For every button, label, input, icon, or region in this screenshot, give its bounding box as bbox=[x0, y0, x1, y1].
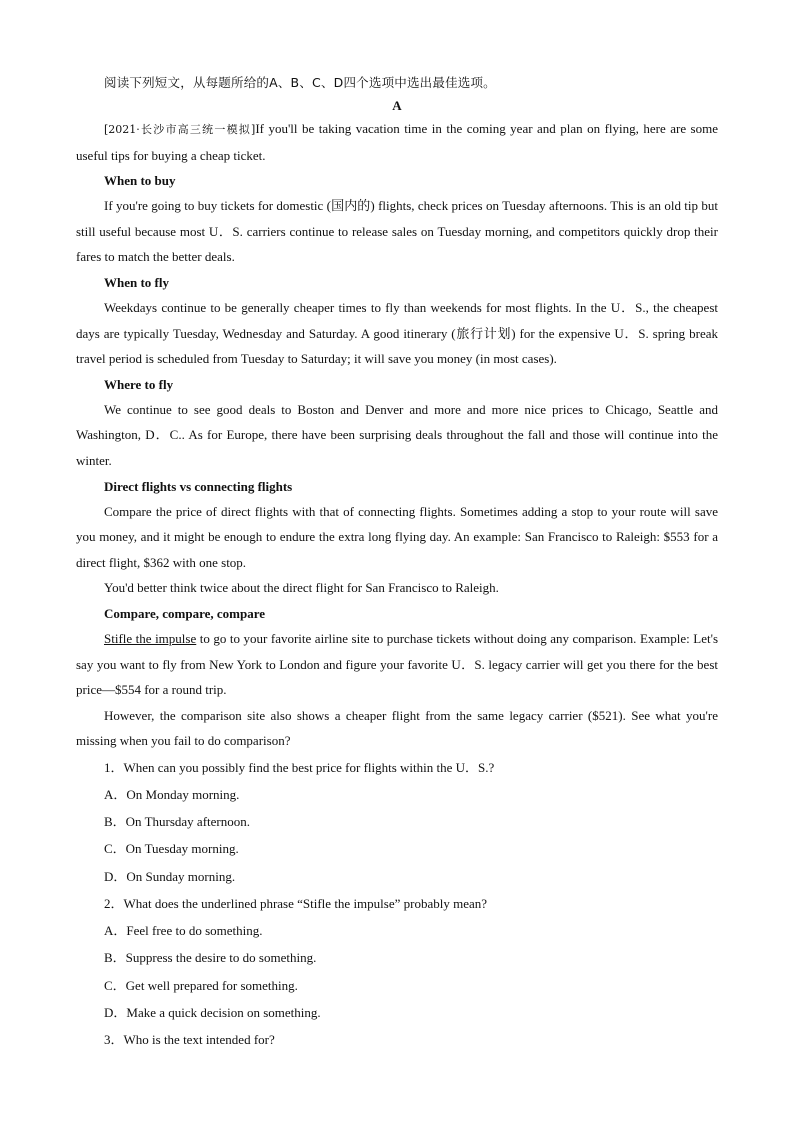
heading-when-to-buy: When to buy bbox=[104, 173, 176, 189]
question-2-option-c: C．Get well prepared for something. bbox=[104, 977, 298, 993]
question-1-option-b: B．On Thursday afternoon. bbox=[104, 814, 250, 830]
paragraph-when-to-fly: Weekdays continue to be generally cheaper times to fly than weekends for most flights. In the U．S., the cheapest days are typically Tuesday, Wednesday and Saturday. A good itinerary (旅行计划) for the expensive U．S. spring break travel period is scheduled from Tuesday to Saturday; it will save you money (in most cases). bbox=[76, 299, 718, 367]
source-tag: [2021·长沙市高三统一模拟] bbox=[104, 123, 256, 136]
heading-where-to-fly: Where to fly bbox=[104, 376, 174, 392]
intro-paragraph bbox=[76, 116, 718, 168]
paragraph-direct-vs-connecting-2: You'd better think twice about the direct flight for San Francisco to Raleigh. bbox=[104, 580, 499, 596]
question-3-stem: 3．Who is the text intended for? bbox=[104, 1031, 275, 1047]
paragraph-compare-1 bbox=[76, 626, 718, 703]
question-1-option-a: A．On Monday morning. bbox=[104, 787, 240, 803]
underlined-phrase: Stifle the impulse bbox=[104, 630, 197, 646]
instruction-text: 阅读下列短文，从每题所给的A、B、C、D四个选项中选出最佳选项。 bbox=[104, 75, 496, 90]
question-1-stem: 1．When can you possibly find the best price for flights within the U．S.? bbox=[104, 759, 495, 775]
paragraph-where-to-fly: We continue to see good deals to Boston and Denver and more and more nice prices to Chicago, Seattle and Washington, D．C.. As for Europe, there have been surprising deals throughout the fall and those will continue into the winter. bbox=[76, 401, 718, 468]
section-label: A bbox=[392, 98, 402, 113]
paragraph-compare-1-rest: to go to your favorite airline site to purchase tickets without doing any comparison. Example: Let's say you want to fly from New York to London and figure your favorite U．S. legacy carrier will get you there for the best price—$554 for a round trip. bbox=[76, 630, 718, 698]
question-2-option-b: B．Suppress the desire to do something. bbox=[104, 950, 317, 966]
heading-direct-vs-connecting: Direct flights vs connecting flights bbox=[104, 478, 293, 494]
question-1-option-c: C．On Tuesday morning. bbox=[104, 841, 239, 857]
document-page bbox=[76, 70, 718, 1053]
question-2-option-d: D．Make a quick decision on something. bbox=[104, 1004, 321, 1020]
question-2-stem: 2．What does the underlined phrase “Stifle the impulse” probably mean? bbox=[104, 895, 488, 911]
paragraph-direct-vs-connecting-1: Compare the price of direct flights with that of connecting flights. Sometimes adding a stop to your route will save you money, and it might be enough to endure the extra long flying day. An example: San Francisco to Raleigh: $553 for a direct flight, $362 with one stop. bbox=[76, 503, 718, 570]
paragraph-compare-2: However, the comparison site also shows a cheaper flight from the same legacy carrier ($521). See what you're missing when you fail to do comparison? bbox=[76, 707, 718, 749]
heading-when-to-fly: When to fly bbox=[104, 274, 169, 290]
question-2-option-a: A．Feel free to do something. bbox=[104, 923, 263, 939]
heading-compare: Compare, compare, compare bbox=[104, 605, 266, 621]
paragraph-when-to-buy: If you're going to buy tickets for domestic (国内的) flights, check prices on Tuesday afternoons. This is an old tip but still useful because most U．S. carriers continue to release sales on Tuesday morning, and competitors quickly drop their fares to match the better deals. bbox=[76, 198, 718, 265]
intro-text: If you'll be taking vacation time in the coming year and plan on flying, here are some useful tips for buying a cheap ticket. bbox=[76, 121, 718, 163]
question-1-option-d: D．On Sunday morning. bbox=[104, 868, 236, 884]
